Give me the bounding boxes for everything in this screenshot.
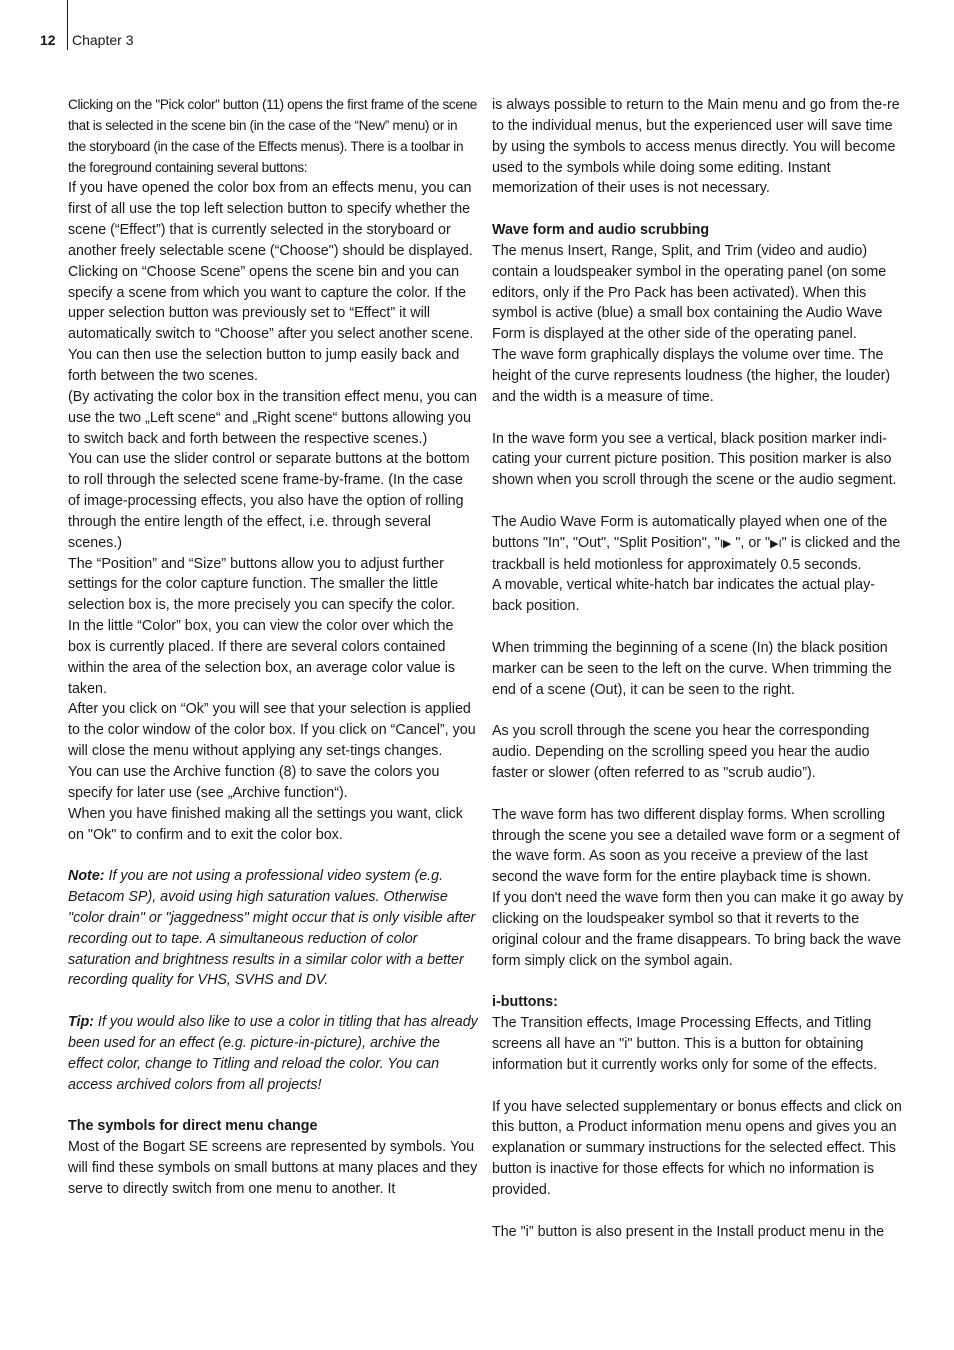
tip-text: If you would also like to use a color in titling that has already been used for an effect (e.g. picture-in-picture), archive the effect color, change to Titling and reload the color. You can access archived colors from all projects! bbox=[68, 1014, 478, 1093]
auto-play-text-c: " is clicked and the trackball is held motionless for approximately 0.5 seconds. bbox=[492, 534, 901, 573]
header-rule bbox=[67, 0, 68, 50]
paragraph-ok-cancel: After you click on “Ok” you will see that your selection is applied to the color window of the color box. If you click on “Cancel”, you will close the menu without applying any set-tings changes. bbox=[68, 701, 476, 760]
paragraph-main-menu: is always possible to return to the Main menu and go from the-re to the individual menus, but the experienced user will save time by using the symbols to access menus directly. You will become used to the symbols while doing some editing. Instant memorization of their uses is not necessary. bbox=[492, 97, 900, 197]
page-number: 12 bbox=[40, 32, 56, 48]
paragraph-color-box: In the little “Color” box, you can view the color over which the box is currently placed. If there are several colors contained within the area of the selection box, an average color value is taken. bbox=[68, 618, 456, 697]
paragraph-position-size: The “Position” and “Size” buttons allow you to adjust further settings for the color capture function. The smaller the little selection box is, the more precisely you can specify the color. bbox=[68, 555, 456, 614]
paragraph-playback-bar: A movable, vertical white-hatch bar indicates the actual play-back position. bbox=[492, 577, 876, 615]
wave-form-heading: Wave form and audio scrubbing bbox=[492, 222, 710, 239]
paragraph-trimming: When trimming the beginning of a scene (In) the black position marker can be seen to the left on the curve. When trimming the end of a scene (Out), it can be seen to the right. bbox=[492, 639, 892, 698]
auto-play-text-b: ", or " bbox=[731, 534, 771, 551]
paragraph-symbols: Most of the Bogart SE screens are represented by symbols. You will find these symbols on small buttons at many places and they serve to directly switch from one menu to another. It bbox=[68, 1139, 478, 1197]
paragraph-i-button: The Transition effects, Image Processing Effects, and Titling screens all have an "i" button. This is a button for obtaining information but it currently works only for some of the effects. bbox=[492, 1015, 878, 1073]
paragraph-auto-play bbox=[492, 512, 904, 576]
paragraph-transition-menu: (By activating the color box in the transition effect menu, you can use the two „Left scene“ and „Right scene“ buttons allowing you to switch back and forth between the respective scenes.) bbox=[68, 388, 478, 447]
paragraph-volume: The wave form graphically displays the volume over time. The height of the curve represents loudness (the higher, the louder) and the width is a measure of time. bbox=[492, 347, 891, 405]
i-buttons-heading: i-buttons: bbox=[492, 994, 558, 1011]
play-from-start-icon: I▶ bbox=[719, 537, 732, 550]
paragraph-hide-wave: If you don't need the wave form then you can make it go away by clicking on the loudspeaker symbol so that it reverts to the original colour and the frame disappears. To bring back the wave form simply click on the symbol again. bbox=[492, 890, 904, 969]
note-paragraph bbox=[68, 866, 478, 991]
tip-paragraph bbox=[68, 1012, 478, 1095]
paragraph-bonus-effects: If you have selected supplementary or bonus effects and click on this button, a Product information menu opens and gives you an explanation or summary instructions for the selected effect. This button is inactive for those effects for which no information is provided. bbox=[492, 1098, 902, 1198]
paragraph-position-marker: In the wave form you see a vertical, black position marker indi-cating your current picture position. This position marker is also shown when you scroll through the scene or the audio segment. bbox=[492, 430, 897, 489]
auto-play-text-a: The Audio Wave Form is automatically played when one of the buttons "In", "Out", "Split Position", " bbox=[492, 513, 888, 551]
play-to-end-icon: ▶I bbox=[770, 537, 782, 550]
symbols-heading: The symbols for direct menu change bbox=[68, 1118, 318, 1135]
note-label: Note: bbox=[68, 868, 105, 885]
right-column bbox=[492, 95, 904, 1242]
paragraph-slider-control: You can use the slider control or separate buttons at the bottom to roll through the selected scene frame-by-frame. (In the case of image-processing effects, you also have the option of rolling through the entire length of the effect, i.e. through several scenes.) bbox=[68, 451, 470, 551]
paragraph-install-product: The "i” button is also present in the Install product menu in the bbox=[492, 1223, 885, 1240]
paragraph-display-forms: The wave form has two different display forms. When scrolling through the scene you see a detailed wave form or a segment of the wave form. As soon as you receive a preview of the last second the wave form for the entire playback time is shown. bbox=[492, 806, 900, 886]
paragraph-effects-menu: If you have opened the color box from an effects menu, you can first of all use the top left selection button to specify whether the scene (“Effect”) that is currently selected in the storyboard or another freely selectable scene (“Choose") should be displayed. bbox=[68, 180, 473, 259]
paragraph-archive: You can use the Archive function (8) to save the colors you specify for later use (see „Archive function“). bbox=[68, 764, 440, 801]
paragraph-scrub-audio: As you scroll through the scene you hear the corresponding audio. Depending on the scrolling speed you hear the audio faster or slower (often referred to as "scrub audio”). bbox=[492, 723, 870, 781]
paragraph-confirm: When you have finished making all the settings you want, click on "Ok" to confirm and to exit the color box. bbox=[68, 805, 463, 843]
chapter-label: Chapter 3 bbox=[72, 32, 134, 48]
paragraph-loudspeaker: The menus Insert, Range, Split, and Trim (video and audio) contain a loudspeaker symbol in the operating panel (on some editors, only if the Pro Pack has been activated). When this symbol is active (blue) a small box containing the Audio Wave Form is displayed at the other side of the operating panel. bbox=[492, 242, 887, 343]
tip-label: Tip: bbox=[68, 1014, 94, 1031]
paragraph-pick-color: Clicking on the "Pick color” button (11) opens the first frame of the scene that is selected in the scene bin (in the case of the “New” menu) or in the storyboard (in the case of the Effects menus). There is a toolbar in the foreground containing several buttons: bbox=[68, 97, 478, 175]
note-text: If you are not using a professional video system (e.g. Betacom SP), avoid using high saturation values. Otherwise "color drain" or "jaggedness" might occur that is only visible after recording out to tape. A simultaneous reduction of color saturation and brightness results in a similar color with a better recording quality for VHS, SVHS and DV. bbox=[68, 868, 476, 989]
left-column bbox=[68, 95, 478, 1200]
paragraph-choose-scene: Clicking on “Choose Scene” opens the scene bin and you can specify a scene from which you want to capture the color. If the upper selection button was previously set to “Effect” it will automatically switch to “Choose” after you select another scene. You can then use the selection button to jump easily back and forth between the two scenes. bbox=[68, 263, 474, 384]
